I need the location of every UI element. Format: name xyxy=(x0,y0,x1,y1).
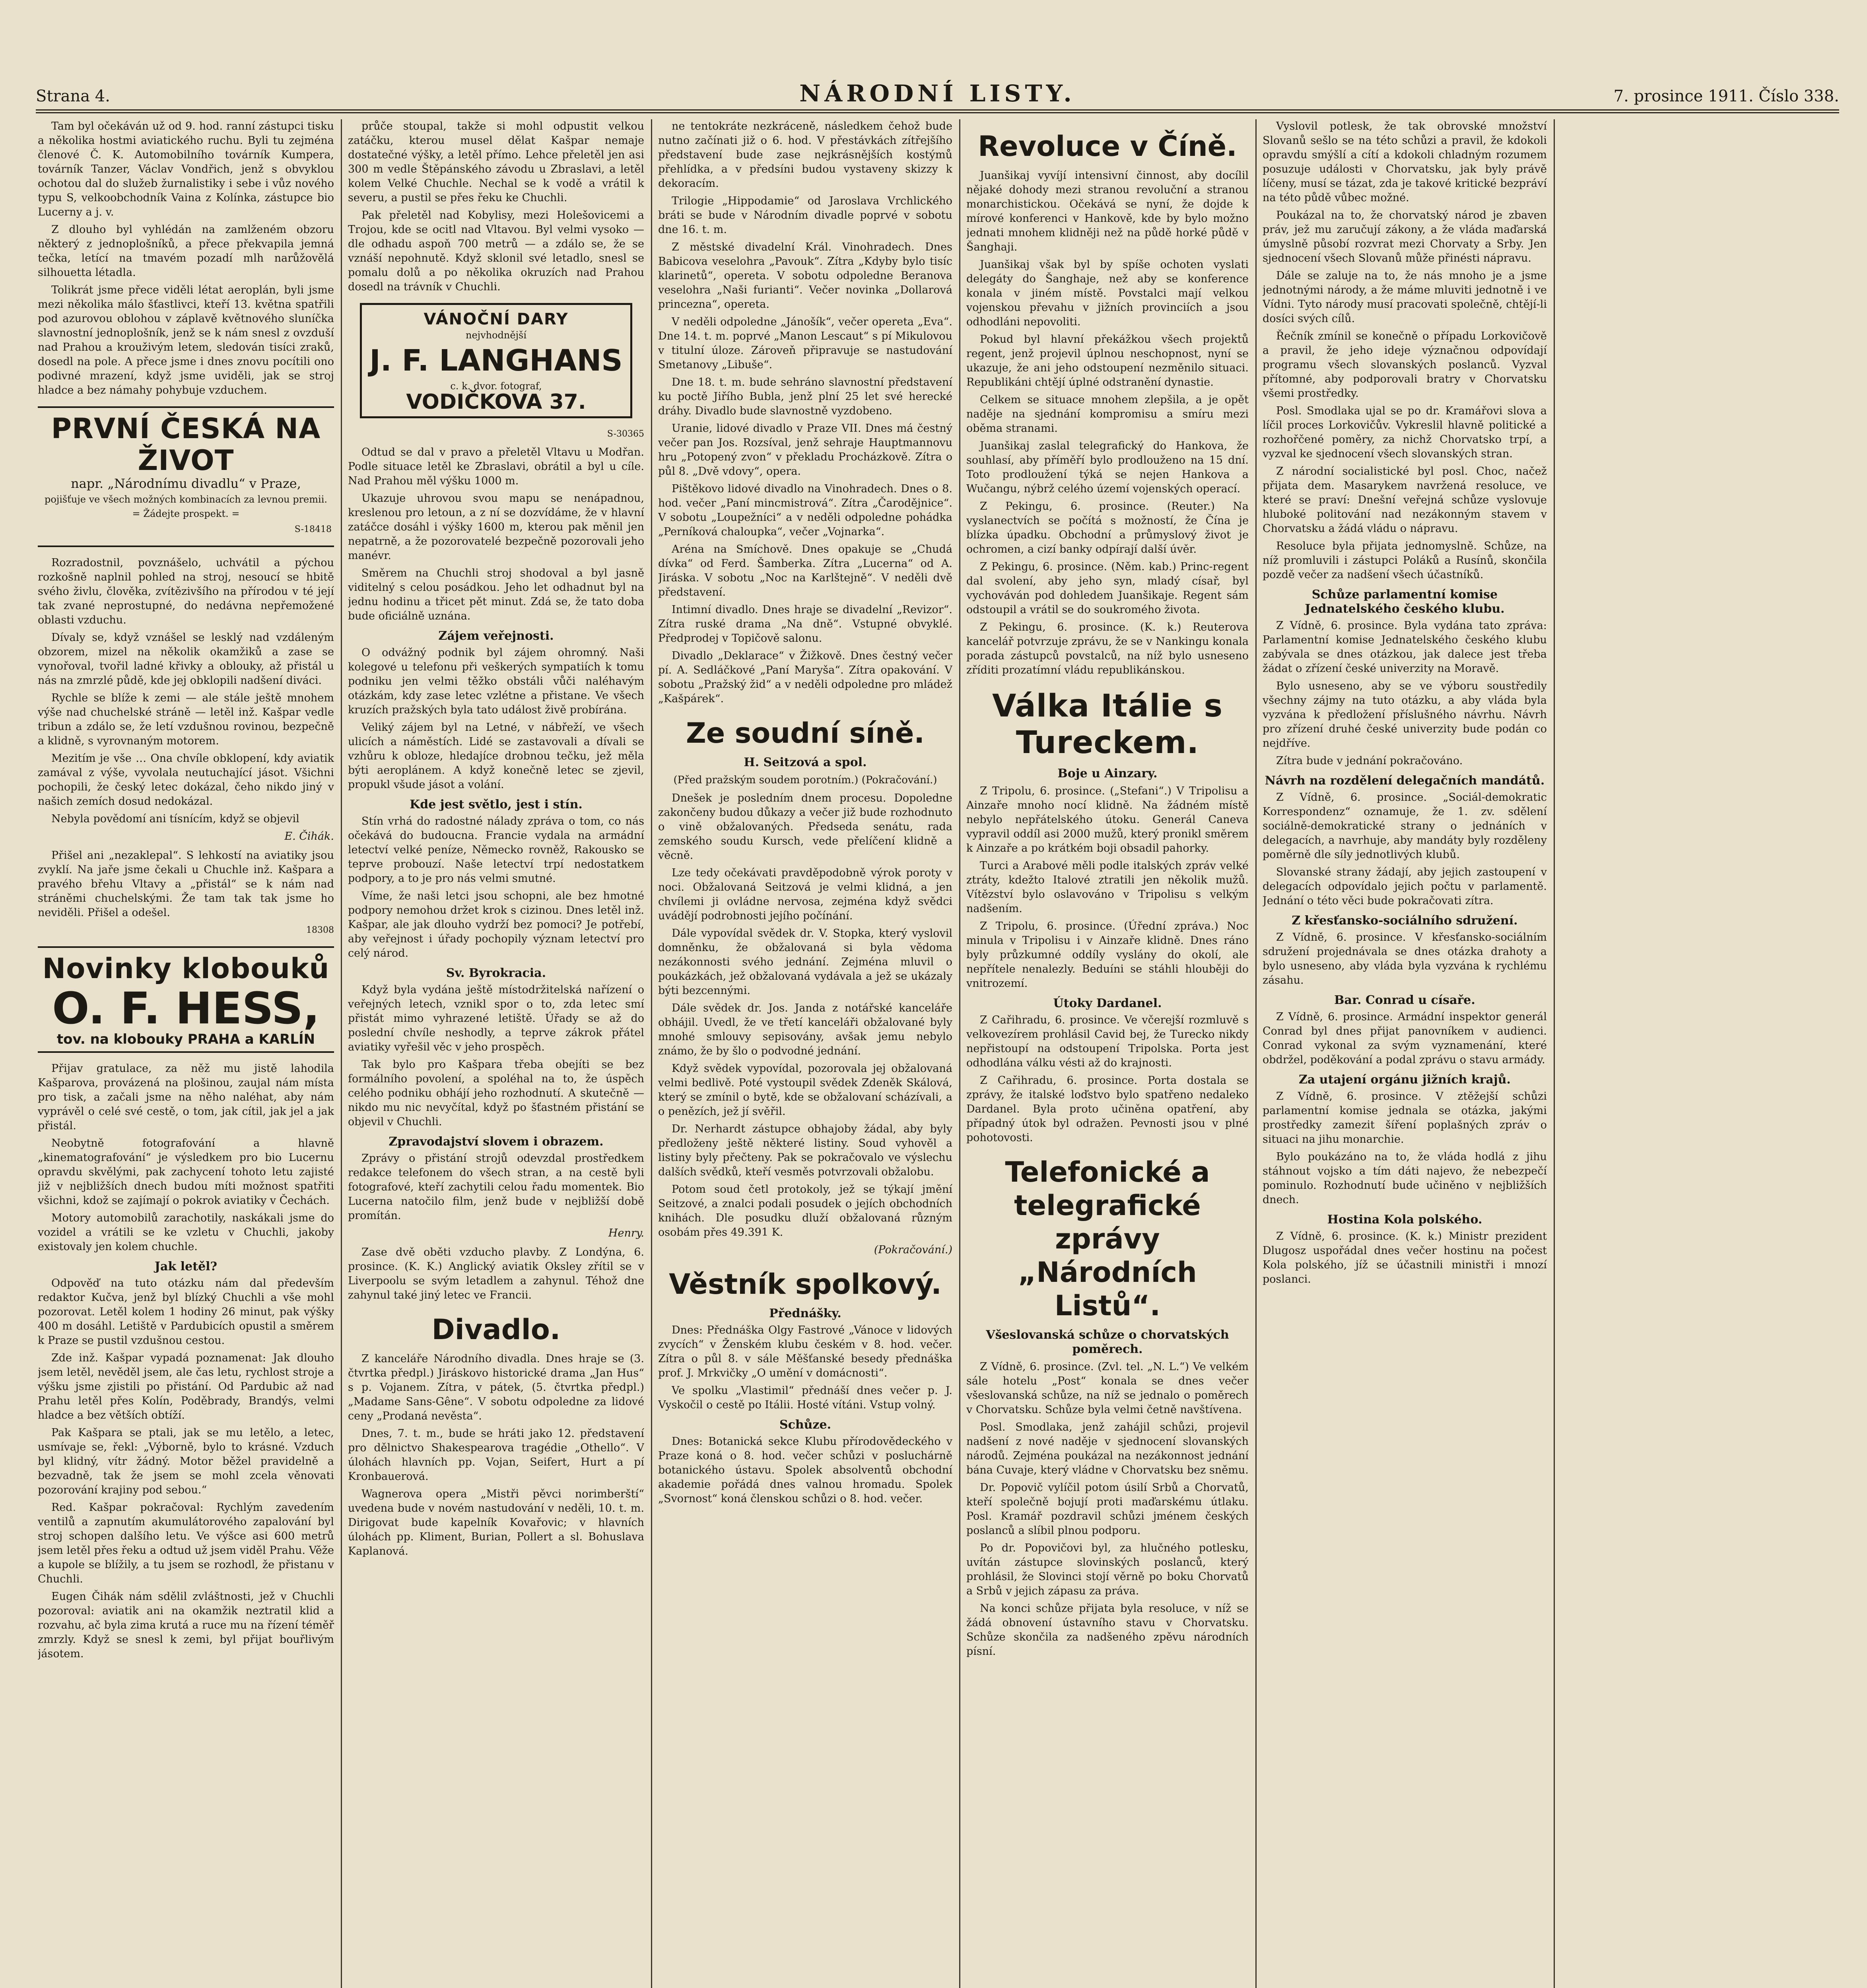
section-heading-china: Revoluce v Číně. xyxy=(978,130,1237,163)
paragraph: Z Vídně, 6. prosince. „Sociál-demokratic Korrespondenz“ oznamuje, že 1. zv. sdělení sociálně-demokratické strany o jednáních v delegacích, a navrhuje, aby mandáty byly rozděleny poměrně dle síly jednotlivých klubů. xyxy=(1263,791,1547,861)
masthead-title: NÁRODNÍ LISTY. xyxy=(799,80,1076,107)
subheading: Útoky Dardanel. xyxy=(1053,996,1162,1010)
paragraph: Z Pekingu, 6. prosince. (Něm. kab.) Princ-regent dal svolení, aby jeho syn, mladý císař, byl vychováván pod dohledem Juanšikaje. Regent sám odstoupil a vrátil se do soukromého života. xyxy=(966,561,1249,616)
paragraph: Směrem na Chuchli stroj shodoval a byl jasně viditelný s celou posádkou. Jeho let odhadnut byl na jednu hodinu a třicet pět minut. Zdá se, že tato doba bude oficiálně uznána. xyxy=(348,567,644,622)
paragraph: průče stoupal, takže si mohl odpustit velkou zatáčku, kterou musel dělat Kašpar nemaje dostatečné výšky, a letěl přímo. Lehce přeletěl jen asi 300 m vedle Štěpánského závodu u Zbraslavi, a letěl kolem Velké Chuchle. Nechal se k vodě a vrátil k severu, a pustil se přes řeku ke Chuchli. xyxy=(348,120,644,204)
paragraph: Z Pekingu, 6. prosince. (K. k.) Reuterova kancelář potvrzuje zprávu, že se v Nankingu konala porada zástupců povstalců, na níž bylo usneseno zříditi prozatímní vládu republikánskou. xyxy=(966,621,1249,676)
paragraph: Resoluce byla přijata jednomyslně. Schůze, na níž promluvili i zástupci Poláků a Rusínů, skončila pozdě večer za nadšení všech účastníků. xyxy=(1263,540,1547,581)
paragraph: Ukazuje uhrovou svou mapu se nenápadnou, kreslenou pro letoun, a z ní se dozvídáme, že v hlavní zatáčce dosáhl i výšky 1600 m, kterou pak měnil jen nepatrně, a že pozorovatelé bezpečně pozorovali jeho manévr. xyxy=(348,492,644,562)
subheading: Schůze. xyxy=(779,1418,832,1432)
paragraph: Dále se zaluje na to, že nás mnoho je a jsme jednotnými národy, a že máme mluviti jednotně i ve Vídni. Tyto národy musí pracovati společně, chtějí-li dosíci svých cílů. xyxy=(1263,270,1547,325)
paragraph: Dívaly se, když vznášel se lesklý nad vzdáleným obzorem, mizel na několik okamžiků a zase se vynořoval, tvořil ladné křivky a oblouky, až přistál u nás na zmrzlé půdě, kde jej obklopili nadšení diváci. xyxy=(38,631,334,687)
paragraph: Juanšikaj vyvíjí intensivní činnost, aby docílil nějaké dohody mezi stranou revoluční a stranou monarchistickou. Očekává se nyní, že dojde k mírové konferenci v Hankově, kde by bylo možno jednati mnohem klidněji než na půdě horké půdě v Šanghaji. xyxy=(966,169,1249,253)
paragraph: Dnes: Botanická sekce Klubu přírodovědeckého v Praze koná o 8. hod. večer schůzi v posluchárně botanického ústavu. Spolek absolventů obchodní akademie pořádá dnes valnou hromadu. Spolek „Svornost“ koná členskou schůzi o 8. hod. večer. xyxy=(658,1435,952,1505)
paragraph: Wagnerova opera „Mistři pěvci norimberští“ uvedena bude v novém nastudování v neděli, 10. t. m. Dirigovat bude kapelník Kovařovic; v hlavních úlohách pp. Kliment, Burian, Pollert a sl. Bohuslava Kaplanová. xyxy=(348,1488,644,1557)
paragraph: Z Vídně, 6. prosince. Byla vydána tato zpráva: Parlamentní komise Jednatelského českého klubu zabývala se dnes otázkou, jak dalece jest třeba žádat o zřízení české univerzity na Moravě. xyxy=(1263,619,1547,675)
issue-date: 7. prosince 1911. Číslo 338. xyxy=(1613,87,1839,105)
paragraph: Zase dvě oběti vzducho plavby. Z Londýna, 6. prosince. (K. K.) Anglický aviatik Oksley zřítil se v Liverpoolu se svým letadlem a zahynul. Téhož dne zahynul také jiný letec ve Francii. xyxy=(348,1246,644,1301)
insurance-ad-title: PRVNÍ ČESKÁ NA ŽIVOT xyxy=(51,412,321,477)
paragraph: Posl. Smodlaka, jenž zahájil schůzi, projevil nadšení z nové naděje v sjednocení slovanských národů. Zejména poukázal na nezákonnost jednání bána Cuvaje, který vládne v Chorvatsku bez sněmu. xyxy=(966,1421,1249,1476)
paragraph: Neobytně fotografování a hlavně „kinematografování“ je výsledkem pro bio Lucernu opravdu skvělými, pak zachycení tohoto letu zajisté již v nejbližších dnech budou míti možnost spatřiti všichni, kdož se zajímají o pokrok aviatiky v Čechách. xyxy=(38,1137,334,1207)
paragraph: Pištěkovo lidové divadlo na Vinohradech. Dnes o 8. hod. večer „Paní mincmistrová“. Zítra „Čarodějnice“. V sobotu „Loupežníci“ a v neděli odpoledne pohádka „Perníková chaloupka“, večer „Vojnarka“. xyxy=(658,483,952,538)
paragraph: Tam byl očekáván už od 9. hod. ranní zástupci tisku a několika hostmi aviatického ruchu. Byli tu zejména členové Č. K. Automobilního továrník Kumpera, továrník Tanzer, Václav Vondřich, jenž s obvyklou ochotou dal do služeb žurnalistiky i sebe i vůz nového typu S, velkoobchodník Vaina z Kolínka, zástupce bio Lucerny a j. v. xyxy=(38,120,334,218)
photographer-ad-text: nejvhodnější xyxy=(465,330,527,341)
paragraph: Uranie, lidové divadlo v Praze VII. Dnes má čestný večer pan Jos. Rozsíval, jenž sehraje Hauptmannovu hru „Potopený zvon“ v překladu Procházkově. Zítra o půl 8. „Dvě vdovy“, opera. xyxy=(658,422,952,478)
photographer-ad xyxy=(360,303,632,418)
paragraph: Z národní socialistické byl posl. Choc, načež přijata dem. Masarykem navržená resoluce, ve které se praví: Dnešní veřejná schůze vyslovuje hluboké politování nad nezákonným stavem v Chorvatsku a žádá vládu o nápravu. xyxy=(1263,465,1547,535)
paragraph: Celkem se situace mnohem zlepšila, a je opět naděje na sjednání kompromisu a smíru mezi oběma stranami. xyxy=(966,394,1249,435)
paragraph: Víme, že naši letci jsou schopni, ale bez hmotné podpory nemohou držet krok s cizinou. Dnes letěl inž. Kašpar, ale jak dlouho vydrží bez pomoci? Je potřebí, aby veřejnost i úřady pochopily význam letectví pro celý národ. xyxy=(348,890,644,959)
paragraph: Tolikrát jsme přece viděli létat aeroplán, byli jsme mezi několika málo šťastlivci, kteří 13. května spatřili pod azurovou oblohou v záplavě květnového sluníčka slavnostní jednoplošník, jenž se k nám snesl z ovzduší nad Prahou a krouživým letem, sledován tisíci zraků, dosedl na pole. A přece jsme i dnes znovu pocítili ono podivné mrazení, když jsme uviděli, jak se stroj hladce a bez námahy pohybuje vzduchem. xyxy=(38,284,334,396)
column-5 xyxy=(1263,119,1547,1988)
paragraph: Dnešek je posledním dnem procesu. Dopoledne zakončeny budou důkazy a večer již bude rozhodnuto o vině obžalovaných. Předseda senátu, rada zemského soudu Kursch, vede přelíčení klidně a věcně. xyxy=(658,792,952,862)
paragraph: Nebyla povědomí ani tísnícím, když se objevil xyxy=(51,813,299,825)
paragraph: Trilogie „Hippodamie“ od Jaroslava Vrchlického bráti se bude v Národním divadle poprvé v sobotu dne 16. t. m. xyxy=(658,195,952,236)
paragraph: Z Pekingu, 6. prosince. (Reuter.) Na vyslanectvích se počítá s možností, že Čína je blízka úpadku. Obchodní a průmyslový život je ochromen, a cizí banky odpírají další úvěr. xyxy=(966,500,1249,555)
subheading: Hostina Kola polského. xyxy=(1327,1213,1482,1227)
paragraph: Z kanceláře Národního divadla. Dnes hraje se (3. čtvrtka předpl.) Jiráskovo historické drama „Jan Hus“ s p. Vojanem. Zítra, v pátek, (5. čtvrtka předpl.) „Madame Sans-Gêne“. V sobotu odpoledne za lidové ceny „Prodaná nevěsta“. xyxy=(348,1353,644,1422)
paragraph: Bylo poukázáno na to, že vláda hodlá z jihu stáhnout vojsko a tím dáti najevo, že nebezpečí pominulo. Rozhodnutí bude učiněno v nejbližších dnech. xyxy=(1263,1151,1547,1206)
paragraph: Juanšikaj však byl by spíše ochoten vyslati delegáty do Šanghaje, než aby se konference konala v jiném místě. Povstalci mají velkou vojenskou převahu v jižních provinciích a jsou odhodláni nepovoliti. xyxy=(966,258,1249,328)
author-signature: Henry. xyxy=(608,1227,644,1239)
paragraph: Bylo usneseno, aby se ve výboru soustředily všechny zájmy na tuto otázku, a aby vláda byla vyzvána k předložení příslušného návrhu. Návrh pro zřízení druhé české univerzity bude podán co nejdříve. xyxy=(1263,680,1547,749)
paragraph: Když svědek vypovídal, pozorovala jej obžalovaná velmi bedlivě. Poté vystoupil svědek Zdeněk Skálová, který se zmínil o bytě, kde se obžalovaní scházívali, a o penězích, jež jí svěřil. xyxy=(658,1062,952,1118)
paragraph: Pak Kašpara se ptali, jak se mu letělo, a letec, usmívaje se, řekl: „Výborně, bylo to krásné. Vzduch byl klidný, vítr žádný. Motor běžel pravidelně a bezvadně, tak že jsem se mohl zcela věnovati pozorování krajiny pod sebou.“ xyxy=(38,1427,334,1496)
column-1 xyxy=(38,119,334,1988)
article-title: Boje u Ainzary. xyxy=(1057,767,1158,780)
paragraph: Motory automobilů zarachotily, naskákali jsme do vozidel a vrátili se ke vzletu v Chuchli, jakoby existovaly jen kolem chuchle. xyxy=(38,1212,334,1253)
paragraph: Z městské divadelní Král. Vinohradech. Dnes Babicova veselohra „Pavouk“. Zítra „Kdyby bylo tisíc klarinetů“, opereta. V sobotu odpoledne Beranova veselohra „Naši furianti“. Večer novinka „Dollarová princezna“, opereta. xyxy=(658,241,952,311)
paragraph: Po dr. Popovičovi byl, za hlučného potlesku, uvítán zástupce slovinských poslanců, který prohlásil, že Slovinci stojí věrně po boku Chorvatů a Srbů v jejich zápasu za práva. xyxy=(966,1542,1249,1597)
paragraph: Dnes: Přednáška Olgy Fastrové „Vánoce v lidových zvycích“ v Ženském klubu českém v 8. hod. večer. Zítra o půl 8. v sále Měšťanské besedy přednáška prof. J. Mrkvičky „O umění v domácnosti“. xyxy=(658,1324,952,1379)
column-rule xyxy=(1255,119,1257,1988)
paragraph: Potom soud četl protokoly, jež se týkají jmění Seitzové, a znalci podali posudek o jejích obchodních knihách. Dle posudku dluží obžalovaná různým osobám přes 49.391 K. xyxy=(658,1183,952,1239)
paragraph: Odtud se dal v pravo a přeletěl Vltavu u Modřan. Podle situace letěl ke Zbraslavi, obrátil a byl u cíle. Nad Prahou měl výšku 1000 m. xyxy=(348,446,644,487)
column-rule xyxy=(651,119,652,1988)
paragraph: Zprávy o přistání strojů odevzdal prostředkem redakce telefonem do všech stran, a na cestě byli fotografové, kteří zachytili celou řadu momentek. Bio Lucerna natočilo film, jenž bude v nejbližší době promítán. xyxy=(348,1152,644,1222)
hat-shop-ad-title: Novinky klobouků xyxy=(42,952,330,985)
subheading: Návrh na rozdělení delegačních mandátů. xyxy=(1265,774,1545,788)
paragraph: Dále vypovídal svědek dr. V. Stopka, který vyslovil domněnku, že obžalovaná si byla vědoma nezákonnosti svého jednání. Zejména mluvil o poukázkách, jež obžalovaná vydávala a jež se ukázaly býti bezcennými. xyxy=(658,927,952,997)
section-heading-war: Válka Itálie s Tureckem. xyxy=(992,688,1223,761)
paragraph: Slovanské strany žádají, aby jejich zastoupení v delegacích odpovídalo jejich počtu v parlamentě. Jednání o této věci bude pokračovati zítra. xyxy=(1263,866,1547,907)
paragraph: Přišel ani „nezaklepal“. S lehkostí na aviatiky jsou zvyklí. Na jaře jsme čekali u Chuchle inž. Kašpara a pravého břehu Vltavy a „přistál“ se k nám nad stráněmi chuchelskými. Že tam tak tak jsme ho neviděli. Přišel a odešel. xyxy=(38,849,334,919)
paragraph: Na konci schůze přijata byla resoluce, v níž se žádá obnovení ústavního stavu v Chorvatsku. Schůze skončila za nadšeného zpěvu národních písní. xyxy=(966,1602,1249,1658)
subheading: Jak letěl? xyxy=(154,1260,218,1274)
paragraph: Přijav gratulace, za něž mu jistě lahodila Kašparova, provázená na plošinou, zaujal nám místa pro tisk, a začali jsme na něho naléhat, aby nám vyprávěl o celé své cestě, o tom, jak cítil, jak jel a jak přistál. xyxy=(38,1062,334,1132)
paragraph: Aréna na Smíchově. Dnes opakuje se „Chudá dívka“ od Ferd. Šamberka. Zítra „Lucerna“ od A. Jiráska. V sobotu „Noc na Karlštejně“. V neděli dvě představení. xyxy=(658,543,952,598)
insurance-ad-subtitle: napr. „Národnímu divadlu“ v Praze, xyxy=(71,476,301,491)
paragraph: Z dlouho byl vyhlédán na zamlženém obzoru některý z jednoplošníků, a přece překvapila jemná tečka, letící na tmavém pozadí mlh narůžovělá silhouetta létadla. xyxy=(38,223,334,279)
paragraph: Rozradostnil, povznášelo, uchvátil a pýchou rozkošně naplnil pohled na stroj, nesoucí se hbitě svého živlu, člověka, zvítězivšího na přírodou v té její tak zvané neprostupné, do nedávna nepřemožené oblasti vzduchu. xyxy=(38,557,334,626)
subheading: Schůze parlamentní komise Jednatelského českého klubu. xyxy=(1305,588,1505,616)
paragraph: Zde inž. Kašpar vypadá poznamenat: Jak dlouho jsem letěl, nevěděl jsem, ale čas letu, rychlost stroje a výšku jsme zjistili po přistání. Od Pardubic až nad Prahu letěl přes Kolín, Poděbrady, Brandýs, velmi hladce a bez větších obtíží. xyxy=(38,1352,334,1421)
paragraph: Dnes, 7. t. m., bude se hráti jako 12. představení pro dělnictvo Shakespearova tragédie „Othello“. V úlohách hlavních pp. Vojan, Seifert, Hurt a pí Kronbauerová. xyxy=(348,1427,644,1483)
column-3 xyxy=(658,119,952,1988)
column-4 xyxy=(966,119,1249,1988)
ad-number: 18308 xyxy=(306,925,334,935)
paragraph: Když byla vydána ještě místodržitelská nařízení o veřejných letech, vznikl spor o to, zda letec smí přistát mimo vyhrazené letiště. Úřady se až do poslední chvíle neshodly, a teprve zákrok přátel aviatiky vyřešil věc v jeho prospěch. xyxy=(348,984,644,1053)
continuation-note: (Pokračování.) xyxy=(874,1244,952,1256)
section-heading-societies: Věstník spolkový. xyxy=(669,1268,942,1301)
subheading: Sv. Byrokracia. xyxy=(446,966,546,980)
photographer-ad-name: J. F. LANGHANS xyxy=(369,344,623,378)
subheading: Přednášky. xyxy=(769,1307,841,1320)
paragraph: Odpověď na tuto otázku nám dal především redaktor Kučva, jenž byl blízký Chuchli a vše mohl pozorovat. Letěl kolem 1 hodiny 26 minut, pak výšky 400 m dosáhl. Letiště v Pardubicích opustil a směrem k Praze se pustil vzdušnou cestou. xyxy=(38,1277,334,1347)
paragraph: Z Vídně, 6. prosince. (K. k.) Ministr prezident Dlugosz uspořádal dnes večer hostinu na počest Kola polského, jíž se účastnili ministři i mnozí poslanci. xyxy=(1263,1230,1547,1285)
column-rule xyxy=(959,119,960,1988)
paragraph: Eugen Čihák nám sdělil zvláštnosti, jež v Chuchli pozoroval: aviatik ani na okamžik neztratil klid a rozvahu, ač byla zima krutá a ruce mu na řízení téměř zmrzly. Když se snesl k zemi, byl přijat bouřlivým jásotem. xyxy=(38,1590,334,1660)
paragraph: Tak bylo pro Kašpara třeba obejíti se bez formálního povolení, a spoléhal na to, že úspěch celého podniku obhájí jeho rozhodnutí. A skutečně — nikdo mu nic nevyčítal, když po šťastném přistání se objevil v Chuchli. xyxy=(348,1058,644,1128)
paragraph: Z Tripolu, 6. prosince. („Stefani“.) V Tripolisu a Ainzaře mnoho nocí klidně. Na žádném místě nebylo nepřátelského útoku. Generál Caneva vypravil oddíl asi 2000 mužů, který pronikl směrem k Ainzaře a po krátkém boji obsadil pahorky. xyxy=(966,785,1249,854)
hat-shop-ad-name: O. F. HESS, xyxy=(52,983,320,1034)
paragraph: Dne 18. t. m. bude sehráno slavnostní představení ku poctě Jiřího Bubla, jenž plní 25 let své herecké dráhy. Divadlo bude slavnostně vyzdobeno. xyxy=(658,376,952,417)
insurance-ad xyxy=(38,406,334,547)
subheading: Za utajení orgánu jižních krajů. xyxy=(1299,1073,1511,1087)
paragraph: Rychle se blíže k zemi — ale stále ještě mnohem výše nad chuchelské stráně — letěl inž. Kašpar vedle tribun a zdálo se, že letí vzdušnou rovinou, bezpečně a klidně, s vyrovnaným motorem. xyxy=(38,692,334,747)
paragraph: Juanšikaj zaslal telegrafický do Hankova, že souhlasí, aby příměří bylo prodlouženo na 15 dní. Toto prodloužení týká se nejen Hankova a Wučangu, nýbrž celého území vojenských operací. xyxy=(966,440,1249,495)
article-title: Všeslovanská schůze o chorvatských poměrech. xyxy=(986,1328,1229,1356)
paragraph: Poukázal na to, že chorvatský národ je zbaven práv, jež mu zaručují zákony, a že vláda maďarská úmyslně působí rozvrat mezi Chorvaty a Srby. Jen sjednocení všech Slovanů může přinésti nápravu. xyxy=(1263,209,1547,264)
paragraph: Vyslovil potlesk, že tak obrovské množství Slovanů sešlo se na této schůzi a pravil, že kdokoli opravdu smýšlí a cítí a kdokoli chladným rozumem posuzuje události v Chorvatsku, jak byly právě líčeny, musí se tázat, zda je takové kritické bezpráví na této půdě vůbec možné. xyxy=(1263,120,1547,204)
page-header xyxy=(36,78,1839,113)
hat-shop-ad xyxy=(38,946,334,1053)
page-number: Strana 4. xyxy=(36,87,110,105)
author-signature: E. Čihák. xyxy=(284,830,334,843)
photographer-ad-address: VODIČKOVA 37. xyxy=(406,390,586,414)
paragraph: Ve spolku „Vlastimil“ přednáší dnes večer p. J. Vyskočil o cestě po Itálii. Hosté vítáni. Vstup volný. xyxy=(658,1384,952,1411)
insurance-ad-text: pojišťuje ve všech možných kombinacích za levnou premii. = Žádejte prospekt. = xyxy=(45,494,327,519)
column-rule xyxy=(341,119,342,1988)
paragraph: Z Vídně, 6. prosince. V křesťansko-sociálním sdružení projednávala se dnes otázka drahoty a bylo usneseno, aby vláda byla vyzvána k rychlému zásahu. xyxy=(1263,931,1547,986)
ad-number: S-18418 xyxy=(294,524,332,534)
paragraph: Red. Kašpar pokračoval: Rychlým zavedením ventilů a zapnutím akumulátorového zapalování byl stroj schopen dalšího letu. Ve výšce asi 600 metrů jsem letěl přes řeku a odtud už jsem viděl Prahu. Věže a kupole se blížily, a tu jsem se rozhodl, že přistanu v Chuchli. xyxy=(38,1501,334,1585)
column-2 xyxy=(348,119,644,1988)
paragraph: Turci a Arabové měli podle italských zpráv velké ztráty, kdežto Italové ztratili jen několik mužů. Vítězství bylo oslavováno v Tripolisu s velkým nadšením. xyxy=(966,860,1249,915)
photographer-ad-title: VÁNOČNÍ DARY xyxy=(424,310,569,328)
article-note: (Před pražským soudem porotním.) (Pokračování.) xyxy=(673,774,937,786)
paragraph: Dr. Popovič vylíčil potom úsilí Srbů a Chorvatů, kteří společně bojují proti maďarskému útlaku. Posl. Kramář pozdravil schůzi jménem českých poslanců a slíbil plnou podporu. xyxy=(966,1481,1249,1537)
article-title: H. Seitzová a spol. xyxy=(744,755,867,769)
paragraph: Stín vrhá do radostné nálady zpráva o tom, co nás očekává do budoucna. Francie vydala na armádní letectví velké peníze, Německo rovněž, Rakousko se teprve probouzí. Naše letectví trpí nedostatkem podpory, a to je pro nás velmi smutné. xyxy=(348,815,644,885)
subheading: Bar. Conrad u císaře. xyxy=(1334,993,1475,1007)
paragraph: Z Tripolu, 6. prosince. (Úřední zpráva.) Noc minula v Tripolisu i v Ainzaře klidně. Dnes ráno byly průzkumné oddíly vyslány do okolí, ale nepřítele nenalezly. Beduíni se stáhli hlouběji do vnitrozemí. xyxy=(966,920,1249,990)
paragraph: Divadlo „Deklarace“ v Žižkově. Dnes čestný večer pí. A. Sedláčkové „Paní Maryša“. Zítra opakování. V sobotu „Pražský žid“ a v neděli odpoledne pro mládež „Kašpárek“. xyxy=(658,650,952,705)
paragraph: Posl. Smodlaka ujal se po dr. Kramářovi slova a líčil proces Lorkovičův. Vykreslil hlavně politické a rozhořčené poměry, za nichž Chorvatsko trpí, a vyzval ke sjednocení všech slovanských stran. xyxy=(1263,405,1547,460)
column-rule xyxy=(1554,119,1555,1988)
hat-shop-ad-subtitle: tov. na klobouky PRAHA a KARLÍN xyxy=(56,1031,315,1047)
paragraph: Z Vídně, 6. prosince. Armádní inspektor generál Conrad byl dnes přijat panovníkem v audienci. Conrad vykonal za svým vyznamenání, které obdržel, poděkování a podal zprávu o stavu armády. xyxy=(1263,1011,1547,1066)
paragraph: Mezitím je vše … Ona chvíle obklopení, kdy aviatik zamával z výše, vyvolala neutuchající jásot. Všichni pochopili, že český letec dokázal, čeho nikdo jiný v našich zemích dosud nedokázal. xyxy=(38,752,334,808)
paragraph: Zítra bude v jednání pokračováno. xyxy=(1276,755,1463,767)
paragraph: Z Vídně, 6. prosince. V ztěžejší schůzi parlamentní komise jednala se otázka, jakými prostředky zamezit šíření poplašných zpráv o situaci na jihu monarchie. xyxy=(1263,1090,1547,1145)
paragraph: Veliký zájem byl na Letné, v nábřeží, ve všech ulicích a náměstích. Lidé se zastavovali a dívali se vzhůru k obloze, hledajíce drobnou tečku, jež měla býti aeroplánem. A když konečně letec se zjevil, propukl všude jásot a volání. xyxy=(348,721,644,791)
paragraph: ne tentokráte nezkráceně, následkem čehož bude nutno začínati již o 6. hod. V přestávkách zítřejšího představení bude zase nejkrásnějších kostýmů přehlídka, a v předsíni budou vystaveny skizzy k dekoracím. xyxy=(658,120,952,190)
paragraph: Intimní divadlo. Dnes hraje se divadelní „Revizor“. Zítra ruské drama „Na dně“. Vstupné obvyklé. Předprodej v Topičově salonu. xyxy=(658,604,952,645)
section-heading-theatre: Divadlo. xyxy=(431,1313,561,1346)
paragraph: Z Cařihradu, 6. prosince. Ve včerejší rozmluvě s velkovezírem prohlásil Cavid bej, že Turecko nikdy nepřistoupí na odstoupení Tripolska. Porta jest odhodlána válku vésti až do krajnosti. xyxy=(966,1014,1249,1069)
section-heading-telegraph: Telefonické a telegrafické zprávy „Národních Listů“. xyxy=(1005,1156,1210,1322)
subheading: Kde jest světlo, jest i stín. xyxy=(410,798,583,812)
paragraph: Dále svědek dr. Jos. Janda z notářské kanceláře obhájil. Uvedl, že ve třetí kanceláři obžalované byly mnohé smlouvy sepisovány, avšak jemu nebylo známo, že by šlo o podvodné jednání. xyxy=(658,1002,952,1057)
section-heading-court: Ze soudní síně. xyxy=(686,717,925,749)
paragraph: Dr. Nerhardt zástupce obhajoby žádal, aby byly předloženy ještě některé listiny. Soud vyhověl a listiny byly přečteny. Pak se pokračovalo ve výslechu dalších svědků, kteří vesměs potvrzovali obžalobu. xyxy=(658,1123,952,1178)
subheading: Z křesťansko-sociálního sdružení. xyxy=(1292,914,1518,928)
paragraph: Z Cařihradu, 6. prosince. Porta dostala se zprávy, že italské loďstvo bylo spatřeno nedaleko Dardanel. Byla proto učiněna opatření, aby případný útok byl odražen. Pevnosti jsou v plné pohotovosti. xyxy=(966,1074,1249,1144)
paragraph: Lze tedy očekávati pravděpodobně výrok poroty v noci. Obžalovaná Seitzová je velmi klidná, a jen chvílemi ji ovládne nervosa, zejména když svědci uvádějí podrobnosti jejího počínání. xyxy=(658,867,952,922)
paragraph: Pokud byl hlavní překážkou všech projektů regent, jenž projevil úplnou neschopnost, nyní se ukazuje, že ani jeho odstoupení nezměnilo situaci. Republikáni chtějí úplné odstranění dynastie. xyxy=(966,333,1249,388)
paragraph: Řečník zmínil se konečně o případu Lorkovičově a pravil, že jeho ideje význačnou odpovídají programu všech slovanských poslanců. Vyzval přítomné, aby podporovali bratry v Chorvatsku všemi prostředky. xyxy=(1263,330,1547,400)
subheading: Zpravodajství slovem i obrazem. xyxy=(389,1135,604,1149)
subheading: Zájem veřejnosti. xyxy=(438,629,554,643)
ad-number: S-30365 xyxy=(607,429,644,439)
photographer-ad-text: c. k. dvor. fotograf, xyxy=(450,381,542,392)
paragraph: O odvážný podnik byl zájem ohromný. Naši kolegové u telefonu při veškerých sympatiích k tomu podniku jen velmi těžko obstáli vůči naléhavým otázkám, kdy zase letec vzlétne a přistane. Ve všech kruzích pražských byla tato událost živě probírána. xyxy=(348,646,644,716)
paragraph: V neděli odpoledne „Jánošík“, večer opereta „Eva“. Dne 14. t. m. poprvé „Manon Lescaut“ s pí Mikulovou v titulní úloze. Zároveň připravuje se nastudování Smetanovy „Libuše“. xyxy=(658,316,952,371)
paragraph: Z Vídně, 6. prosince. (Zvl. tel. „N. L.“) Ve velkém sále hotelu „Post“ konala se dnes večer všeslovanská schůze, na níž se jednalo o poměrech v Chorvatsku. Schůze byla velmi četně navštívena. xyxy=(966,1361,1249,1416)
paragraph: Pak přeletěl nad Kobylisy, mezi Holešovicemi a Trojou, kde se ocitl nad Vltavou. Byl velmi vysoko — dle odhadu aspoň 700 metrů — a zdálo se, že se vznáší nepohnutě. Když sklonil své letadlo, snesl se pomalu dolů a po několika okruzích nad Prahou dosedl na trávník v Chuchli. xyxy=(348,209,644,293)
